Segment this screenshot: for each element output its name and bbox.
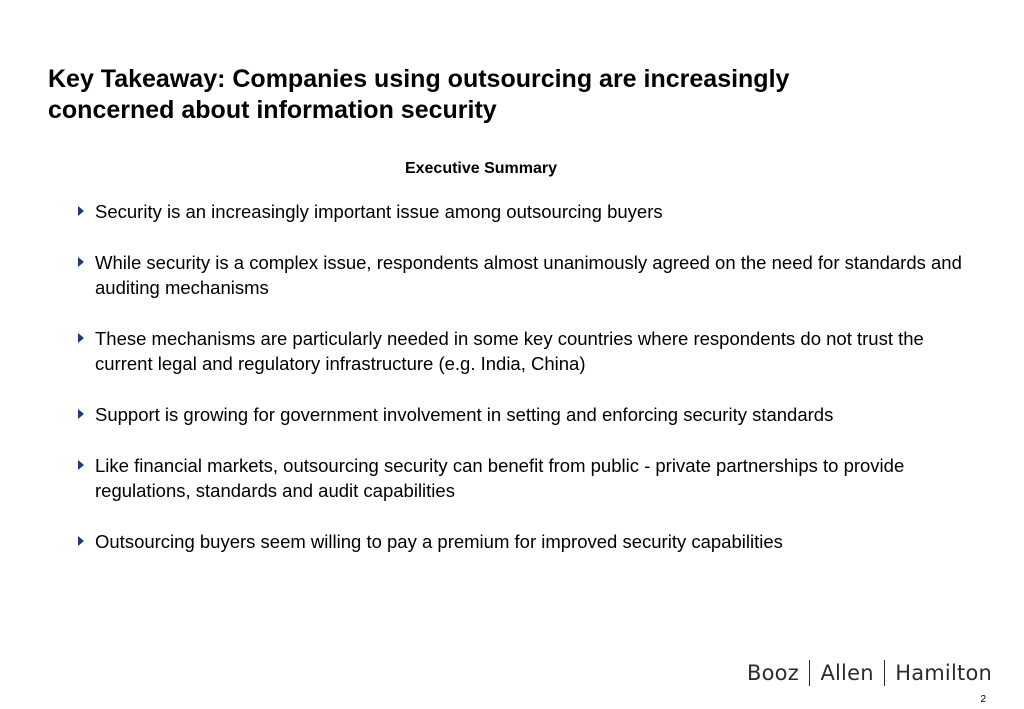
logo-word-hamilton: Hamilton (895, 661, 992, 685)
triangle-bullet-icon (78, 333, 84, 343)
bullet-text: These mechanisms are particularly needed in some key countries where respondents do not trust the current legal and regulatory infrastructure (e.g. India, China) (95, 328, 924, 374)
bullet-list (78, 199, 978, 580)
triangle-bullet-icon (78, 257, 84, 267)
bullet-item (78, 453, 978, 503)
logo-divider (884, 660, 886, 686)
triangle-bullet-icon (78, 206, 84, 216)
slide-title: Key Takeaway: Companies using outsourcing are increasingly concerned about information security (48, 65, 790, 124)
company-logo (747, 660, 992, 686)
page-number: 2 (980, 694, 986, 705)
bullet-item (78, 402, 978, 427)
bullet-text: Like financial markets, outsourcing security can benefit from public - private partnerships to provide regulations, standards and audit capabilities (95, 455, 905, 501)
section-heading: Executive Summary (404, 160, 558, 177)
bullet-item (78, 529, 978, 554)
bullet-text: Security is an increasingly important issue among outsourcing buyers (95, 201, 663, 222)
bullet-item (78, 199, 978, 224)
logo-word-allen: Allen (820, 661, 874, 685)
logo-word-booz: Booz (747, 661, 799, 685)
logo-divider (809, 660, 811, 686)
bullet-text: While security is a complex issue, respondents almost unanimously agreed on the need for standards and auditing mechanisms (95, 252, 962, 298)
bullet-item (78, 326, 978, 376)
bullet-item (78, 250, 978, 300)
triangle-bullet-icon (78, 536, 84, 546)
triangle-bullet-icon (78, 460, 84, 470)
bullet-text: Support is growing for government involvement in setting and enforcing security standards (95, 404, 834, 425)
bullet-text: Outsourcing buyers seem willing to pay a premium for improved security capabilities (95, 531, 783, 552)
triangle-bullet-icon (78, 409, 84, 419)
